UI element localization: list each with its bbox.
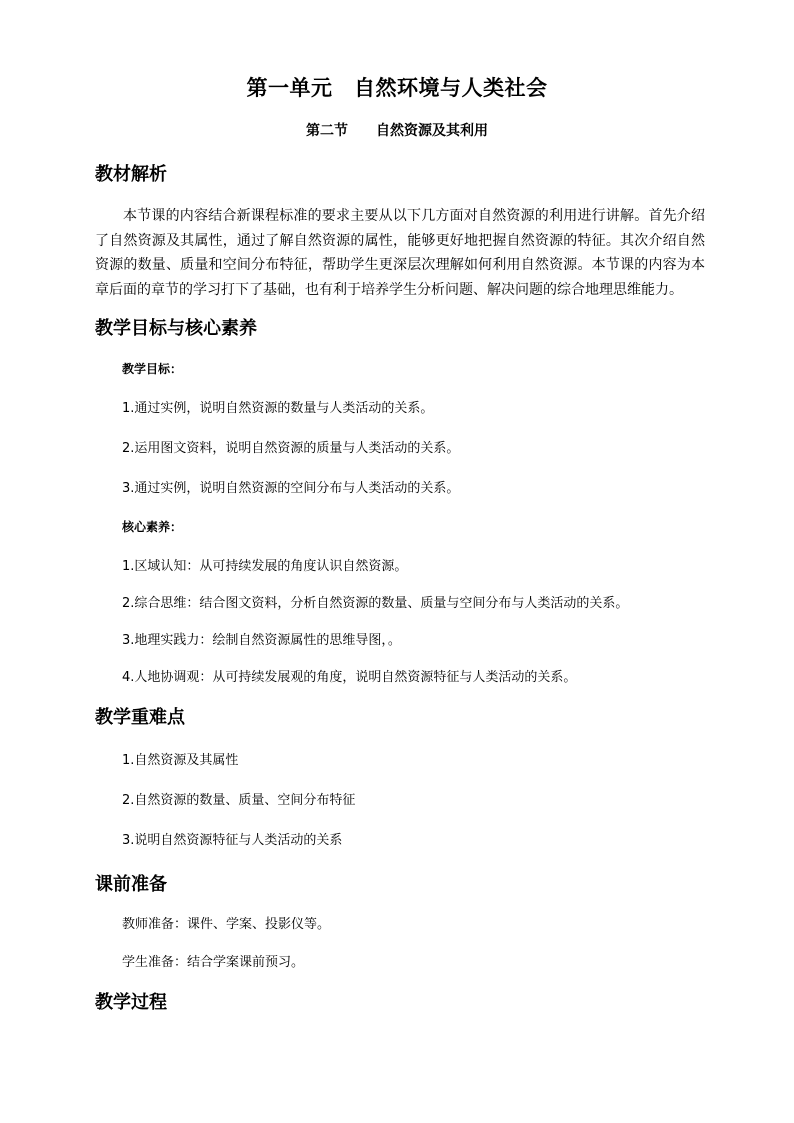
heading-teaching-process: 教学过程: [95, 992, 167, 1013]
heading-key-points: 教学重难点: [95, 707, 185, 728]
core-literacy-item: 1.区域认知：从可持续发展的角度认识自然资源。: [122, 559, 408, 574]
heading-goals-literacy: 教学目标与核心素养: [95, 318, 257, 339]
section-subtitle: 第二节 自然资源及其利用: [306, 123, 488, 139]
key-point-item: 3.说明自然资源特征与人类活动的关系: [122, 833, 343, 848]
key-point-item: 2.自然资源的数量、质量、空间分布特征: [122, 793, 356, 808]
core-literacy-item: 4.人地协调观：从可持续发展观的角度，说明自然资源特征与人类活动的关系。: [122, 670, 577, 685]
teaching-goal-item: 3.通过实例，说明自然资源的空间分布与人类活动的关系。: [122, 481, 460, 496]
teaching-goal-item: 1.通过实例，说明自然资源的数量与人类活动的关系。: [122, 401, 434, 416]
core-literacy-label: 核心素养：: [122, 520, 183, 534]
heading-material-analysis: 教材解析: [95, 164, 167, 185]
teacher-preparation: 教师准备：课件、学案、投影仪等。: [122, 917, 331, 932]
teaching-goals-label: 教学目标：: [122, 362, 183, 376]
key-point-item: 1.自然资源及其属性: [122, 753, 239, 768]
unit-title: 第一单元 自然环境与人类社会: [246, 76, 548, 100]
core-literacy-item: 3.地理实践力：绘制自然资源属性的思维导图，。: [122, 633, 401, 648]
core-literacy-item: 2.综合思维：结合图文资料，分析自然资源的数量、质量与空间分布与人类活动的关系。: [122, 596, 629, 611]
material-analysis-paragraph: 本节课的内容结合新课程标准的要求主要从以下几方面对自然资源的利用进行讲解。首先介绍了自然资源及其属性，通过了解自然资源的属性，能够更好地把握自然资源的特征。其次介绍自然资源的数量、质量和空间分布特征，帮助学生更深层次理解如何利用自然资源。本节课的内容为本章后面的章节的学习打下了基础，也有利于培养学生分析问题、解决问题的综合地理思维能力。: [95, 208, 705, 298]
heading-preparation: 课前准备: [95, 874, 167, 895]
student-preparation: 学生准备：结合学案课前预习。: [122, 955, 305, 970]
teaching-goal-item: 2.运用图文资料，说明自然资源的质量与人类活动的关系。: [122, 441, 460, 456]
